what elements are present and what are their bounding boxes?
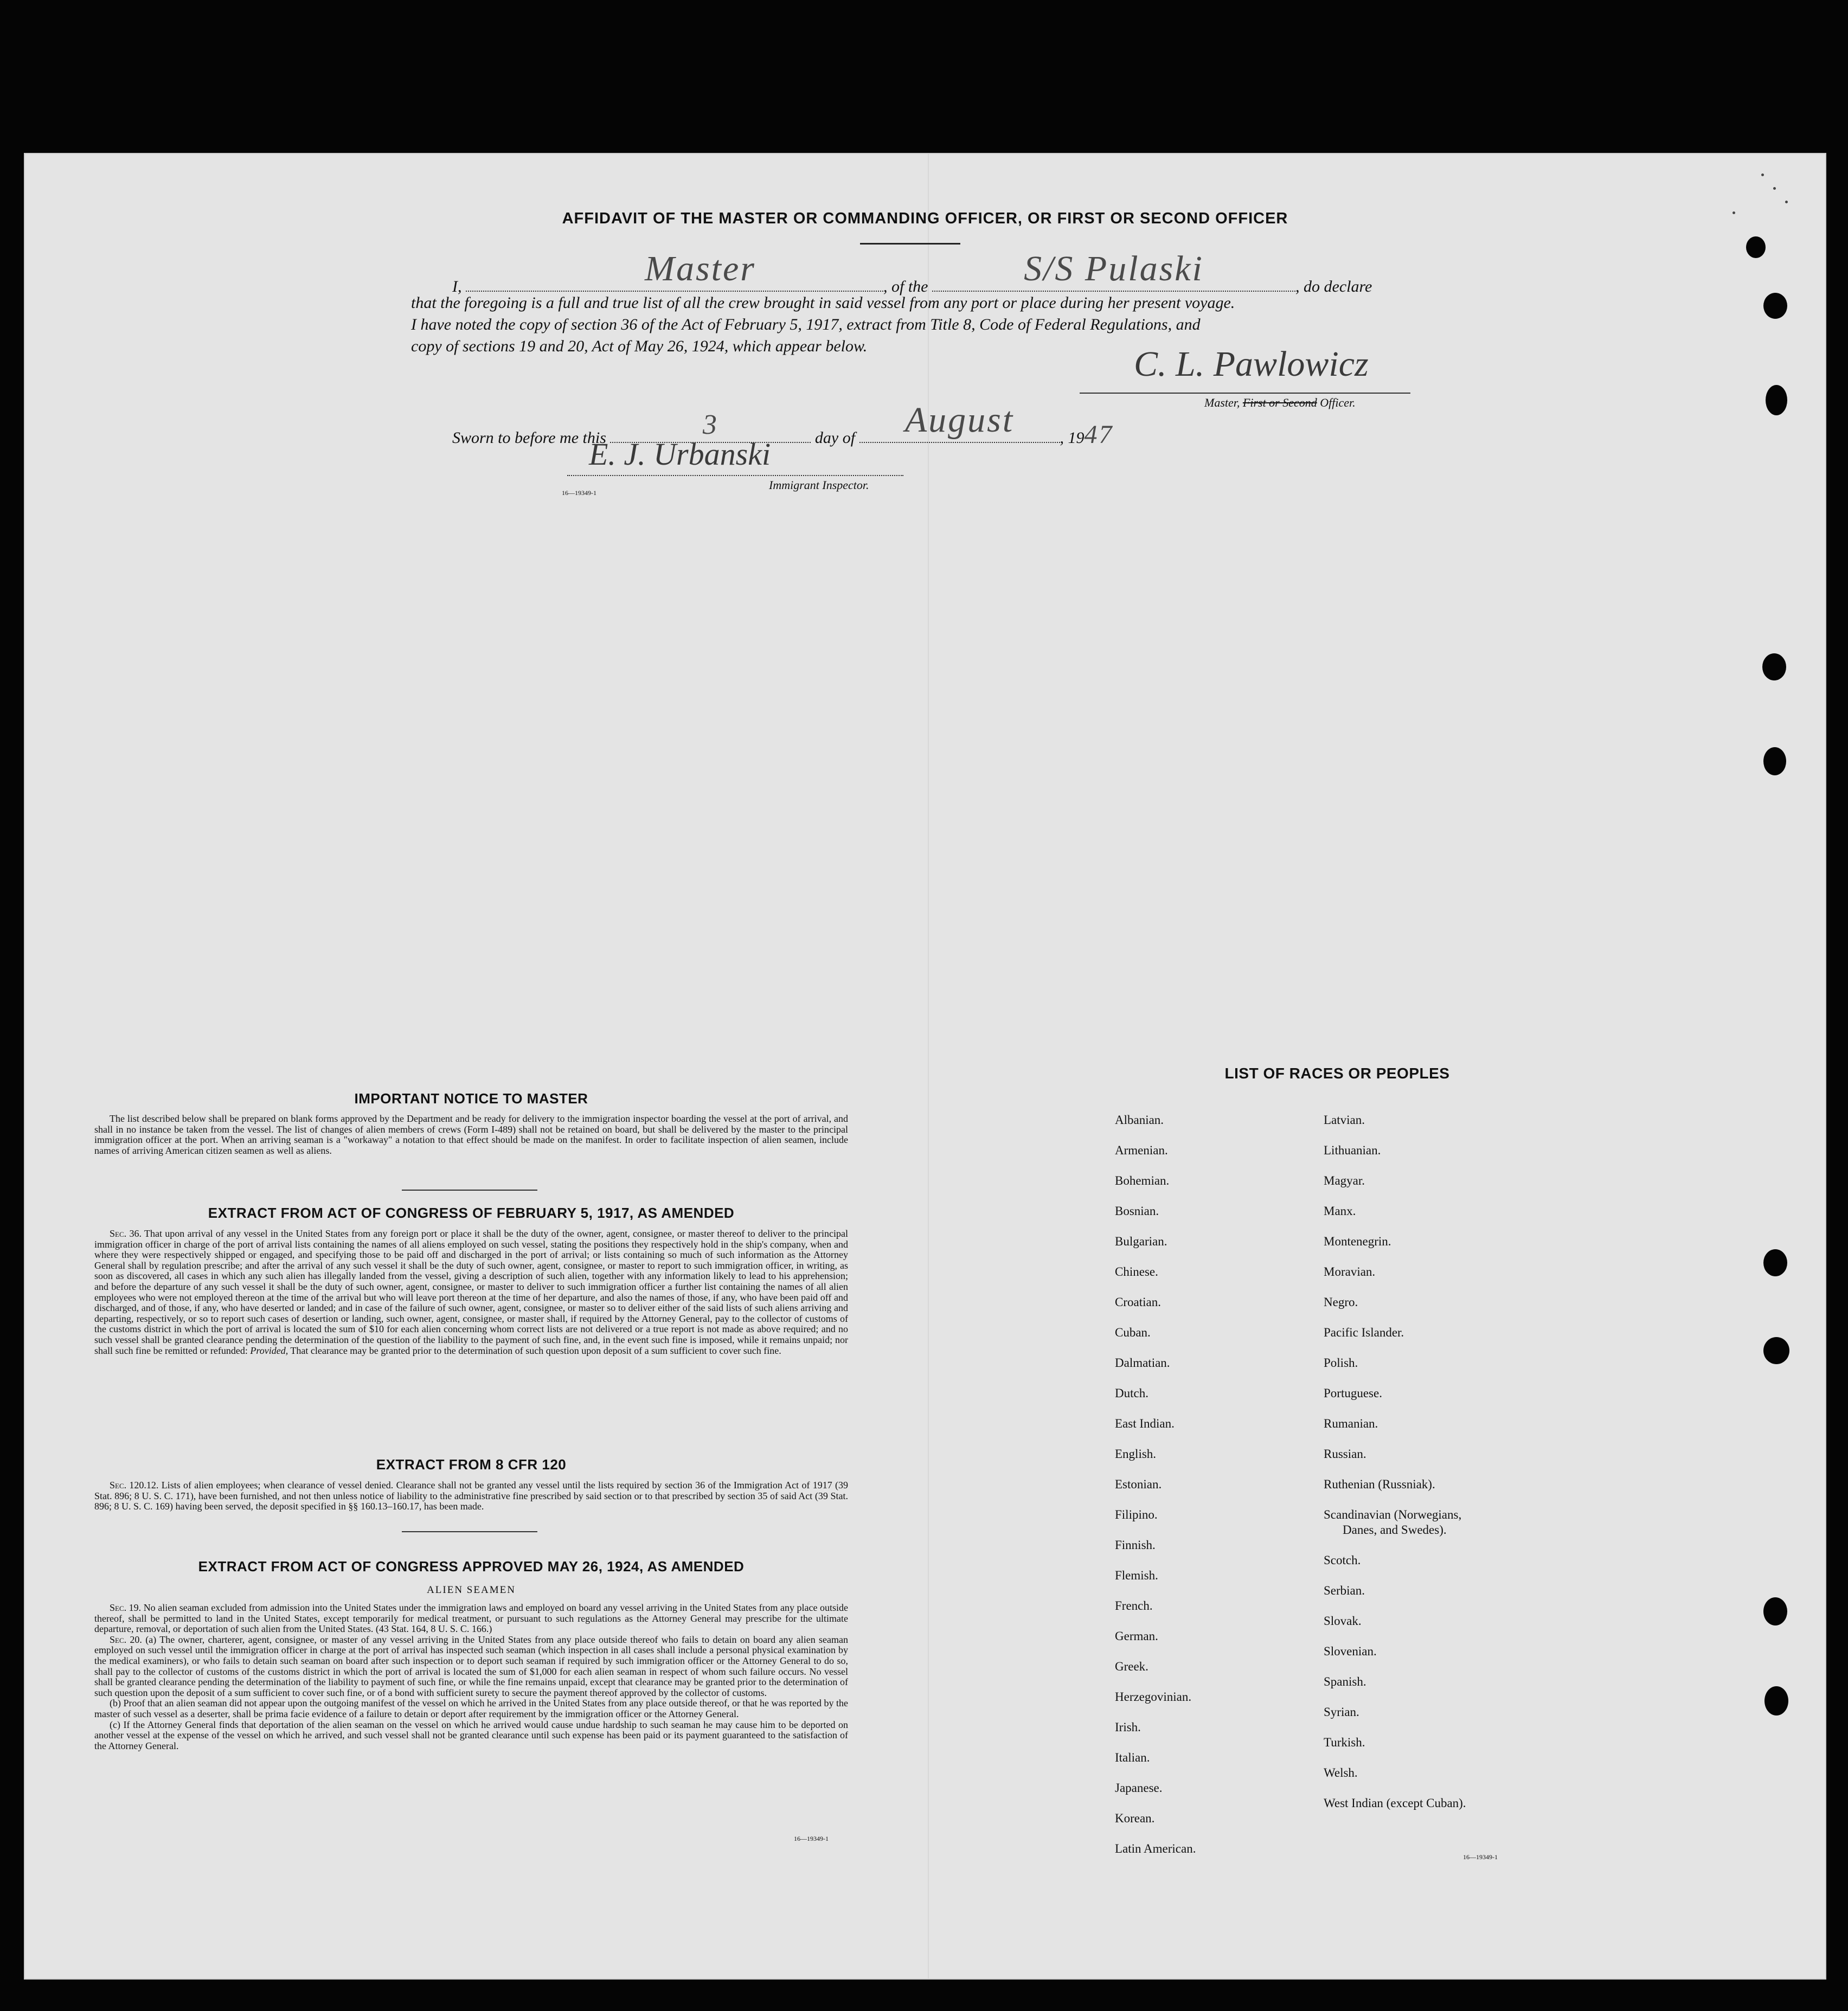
race-item: Dalmatian. <box>1115 1356 1170 1370</box>
punch-hole <box>1766 385 1787 415</box>
affidavit-line-2: that the foregoing is a full and true list of all the crew brought in said vessel from any port or place during her present voyage. <box>411 294 1235 312</box>
punch-hole <box>1763 1337 1789 1364</box>
document-page <box>24 153 1826 1980</box>
race-item: Filipino. <box>1115 1508 1158 1521</box>
inspector-caption: Immigrant Inspector. <box>769 478 869 492</box>
speck <box>1785 201 1788 203</box>
speck <box>1733 211 1735 214</box>
race-item: Slovenian. <box>1324 1644 1377 1658</box>
line1-suffix: , do declare <box>1295 278 1372 295</box>
race-item: Croatian. <box>1115 1295 1161 1309</box>
race-item: Armenian. <box>1115 1143 1168 1157</box>
sworn-line <box>452 400 1114 449</box>
race-item: Danes, and Swedes). <box>1343 1523 1447 1537</box>
race-item: Bulgarian. <box>1115 1235 1167 1248</box>
punch-hole <box>1762 653 1786 680</box>
punch-hole <box>1763 1249 1787 1276</box>
sworn-month-field <box>859 400 1060 443</box>
title-rule <box>860 243 960 245</box>
race-item: Negro. <box>1324 1295 1358 1309</box>
race-item: Magyar. <box>1324 1174 1365 1187</box>
race-item: Scandinavian (Norwegians, <box>1324 1508 1462 1521</box>
race-item: Ruthenian (Russniak). <box>1324 1477 1435 1491</box>
race-item: Bosnian. <box>1115 1204 1159 1218</box>
race-item: Pacific Islander. <box>1324 1326 1404 1339</box>
sworn-year-printed: , 19 <box>1060 429 1085 447</box>
sworn-mid: day of <box>814 429 856 447</box>
sworn-year-handwriting: 47 <box>1084 420 1114 449</box>
race-item: Syrian. <box>1324 1705 1359 1719</box>
line1-prefix: I, <box>452 278 462 295</box>
sworn-month-handwriting: August <box>904 400 1015 440</box>
affidavit-line-3: I have noted the copy of section 36 of the Act of February 5, 1917, extract from Title 8, Code of Federal Regulations, and <box>411 316 1201 333</box>
race-item: Greek. <box>1115 1660 1148 1673</box>
race-item: Bohemian. <box>1115 1174 1170 1187</box>
race-item: Rumanian. <box>1324 1417 1378 1430</box>
affidavit-title: AFFIDAVIT OF THE MASTER OR COMMANDING OFFICER, OR FIRST OR SECOND OFFICER <box>562 210 1288 227</box>
extract-1917-text: Sec. 36. That upon arrival of any vessel in the United States from any foreign port or place it shall be the duty of the owner, agent, consignee, or master thereof to deliver to the principal immigration officer in charge of the port of arrival lists containing the names of all aliens employed on such vessel, stating the positions they respectively hold in the ship's company, when and where they were respectively shipped or engaged, and specifying those to be paid off and discharged in the port of arrival; or lists containing so much of such information as the Attorney General shall by regulation prescribe; and after the arrival of any such vessel it shall be the duty of such owner, agent, consignee, or master to report to such immigration officer, in writing, as soon as discovered, all cases in which any such alien has illegally landed from the vessel, giving a description of such alien, together with any information likely to lead to his apprehension; and before the departure of any such vessel it shall be the duty of such owner, agent, consignee, or master to deliver to such immigration officer a further list containing the names of all alien employees who were not employed thereon at the time of the arrival but who will leave port thereon at the time of her departure, and also the names of those, if any, who have been paid off and discharged, and of those, if any, who have deserted or landed; and in case of the failure of such owner, agent, consignee, or master so to deliver either of the said lists of such aliens arriving and departing, respectively, or so to report such cases of desertion or landing, such owner, agent, consignee, or master shall, if required by the Attorney General, pay to the collector of customs of the customs district in which the port of arrival is located the sum of $10 for each alien concerning whom correct lists are not delivered or a true report is not made as above required; and no such vessel shall be granted clearance pending the determination of the question of the liability to the payment of such fine, and, in the event such fine is imposed, while it remains unpaid; nor shall such fine be remitted or refunded: Provided, That clearance may be granted prior to the determination of such question upon deposit of a sum sufficient to cover such fine. <box>94 1228 848 1356</box>
punch-hole <box>1763 293 1787 319</box>
vessel-name-field <box>932 249 1295 292</box>
race-item: Slovak. <box>1324 1614 1362 1628</box>
alien-seamen-subtitle: ALIEN SEAMEN <box>427 1584 516 1596</box>
race-item: Polish. <box>1324 1356 1358 1370</box>
master-caption: Master, First or Second Officer. <box>1204 396 1356 409</box>
race-item: Latin American. <box>1115 1842 1196 1855</box>
race-item: Welsh. <box>1324 1766 1358 1779</box>
sworn-prefix: Sworn to before me this <box>452 429 606 447</box>
officer-rank-handwriting: Master <box>645 249 756 288</box>
race-item: Russian. <box>1324 1447 1366 1461</box>
race-item: Italian. <box>1115 1751 1150 1764</box>
affidavit-line-1 <box>452 249 1372 296</box>
line1-mid: , of the <box>883 278 928 295</box>
inspector-signature-line <box>567 474 903 476</box>
races-title: LIST OF RACES OR PEOPLES <box>1224 1065 1450 1082</box>
affidavit-line-4: copy of sections 19 and 20, Act of May 26, 1924, which appear below. <box>411 337 868 355</box>
race-item: Finnish. <box>1115 1538 1156 1552</box>
punch-hole <box>1746 236 1766 258</box>
race-item: Chinese. <box>1115 1265 1158 1278</box>
extract-1917-title: EXTRACT FROM ACT OF CONGRESS OF FEBRUARY 5, 1917, AS AMENDED <box>208 1205 735 1221</box>
race-item: Dutch. <box>1115 1386 1148 1400</box>
race-item: East Indian. <box>1115 1417 1175 1430</box>
race-item: Herzegovinian. <box>1115 1690 1192 1704</box>
race-item: Estonian. <box>1115 1477 1162 1491</box>
speck <box>1773 187 1776 190</box>
extract-cfr-text: Sec. 120.12. Lists of alien employees; when clearance of vessel denied. Clearance shall not be granted any vessel until the lists required by section 36 of the Immigration Act of 1917 (39 Stat. 896; 8 U. S. C. 171), have been furnished, and not then unless notice of liability to the administrative fine prescribed by said section or to that prescribed by section 35 of said Act (39 Stat. 896; 8 U. S. C. 169) having been served, the deposit specified in §§ 160.13–160.17, has been made. <box>94 1480 849 1512</box>
race-item: West Indian (except Cuban). <box>1324 1796 1466 1810</box>
cfr-rule <box>402 1531 537 1532</box>
race-item: Serbian. <box>1324 1584 1365 1597</box>
vessel-name-handwriting: S/S Pulaski <box>1024 249 1204 288</box>
race-item: English. <box>1115 1447 1157 1461</box>
inspector-signature: E. J. Urbanski <box>589 436 771 472</box>
speck <box>1761 174 1764 176</box>
race-item: Scotch. <box>1324 1553 1361 1567</box>
officer-rank-field <box>466 249 883 292</box>
affidavit-form-number: 16—19349-1 <box>562 489 596 497</box>
master-signature-line <box>1080 393 1410 394</box>
notice-text: The list described below shall be prepared on blank forms approved by the Department and be ready for delivery to the immigration inspector boarding the vessel at the port of arrival, and shall in no instance be taken from the vessel. The list of changes of alien members of crews (Form I-489) shall not be retained on board, but shall be delivered by the master to the principal immigration officer at the port. When an arriving seaman is a "workaway" a notation to that effect should be made on the manifest. In order to facilitate inspection of alien seamen, include names of arriving American citizen seamen as well as aliens. <box>94 1113 848 1156</box>
extract-form-number: 16—19349-1 <box>794 1835 829 1842</box>
punch-hole <box>1763 747 1786 775</box>
race-item: Korean. <box>1115 1811 1155 1825</box>
race-item: Spanish. <box>1324 1675 1366 1688</box>
punch-hole <box>1764 1686 1788 1716</box>
race-item: Turkish. <box>1324 1736 1365 1749</box>
race-item: Cuban. <box>1115 1326 1151 1339</box>
race-item: Portuguese. <box>1324 1386 1382 1400</box>
race-item: French. <box>1115 1599 1153 1612</box>
race-item: Manx. <box>1324 1204 1356 1218</box>
extract-1924-title: EXTRACT FROM ACT OF CONGRESS APPROVED MAY 26, 1924, AS AMENDED <box>198 1558 745 1575</box>
sworn-day-handwriting: 3 <box>702 409 718 440</box>
race-item: Irish. <box>1115 1720 1141 1734</box>
race-item: Montenegrin. <box>1324 1235 1391 1248</box>
race-item: Albanian. <box>1115 1113 1164 1127</box>
races-form-number: 16—19349-1 <box>1463 1853 1498 1861</box>
race-item: Lithuanian. <box>1324 1143 1381 1157</box>
notice-title: IMPORTANT NOTICE TO MASTER <box>354 1090 588 1107</box>
extract-cfr-title: EXTRACT FROM 8 CFR 120 <box>376 1456 567 1473</box>
race-item: Flemish. <box>1115 1569 1158 1582</box>
race-item: German. <box>1115 1629 1158 1643</box>
punch-hole <box>1763 1597 1787 1625</box>
notice-rule <box>402 1190 537 1191</box>
extract-1924-text: Sec. 19. No alien seaman excluded from admission into the United States under the immigration laws and employed on board any vessel arriving in the United States from any place outside thereof, shall be permitted to land in the United States, except temporarily for medical treatment, or pursuant to such regulations as the Attorney General may prescribe for the ultimate departure, removal, or deportation of such alien from the United States. (43 Stat. 164, 8 U. S. C. 166.) Sec. 20. (a) The owner, charterer, agent, consignee, or master of any vessel arriving in the United States from any place outside thereof who fails to detain on board any alien seaman employed on such vessel until the immigration officer in charge at the port of arrival has inspected such seaman (which inspection in all cases shall include a personal physical examination by the medical examiners), or who fails to detain such seaman on board after such inspection or to deport such seaman if required by such immigration officer or the Attorney General to do so, shall pay to the collector of customs of the customs district in which the port of arrival is located the sum of $1,000 for each alien seaman in respect of whom such failure occurs. No vessel shall be granted clearance pending the determination of the liability to payment of such fine, or while the fine remains unpaid, except that clearance may be granted prior to the determination of such question upon the deposit of a sum sufficient to cover such fine, or of a bond with sufficient surety to secure the payment thereof approved by the collector of customs. (b) Proof that an alien seaman did not appear upon the outgoing manifest of the vessel on which he arrived in the United States from any place outside thereof, or that he was reported by the master of such vessel as a deserter, shall be prima facie evidence of a failure to detain or deport after requirement by the immigration officer or the Attorney General. (c) If the Attorney General finds that deportation of the alien seaman on the vessel on which he arrived would cause undue hardship to such seaman he may cause him to be deported on another vessel at the expense of the vessel on which he arrived, and such vessel shall not be granted clearance until such expense has been paid or its payment guaranteed to the satisfaction of the Attorney General. <box>94 1602 849 1751</box>
master-signature: C. L. Pawlowicz <box>1134 344 1369 384</box>
race-item: Latvian. <box>1324 1113 1365 1127</box>
race-item: Japanese. <box>1115 1781 1163 1795</box>
race-item: Moravian. <box>1324 1265 1376 1278</box>
